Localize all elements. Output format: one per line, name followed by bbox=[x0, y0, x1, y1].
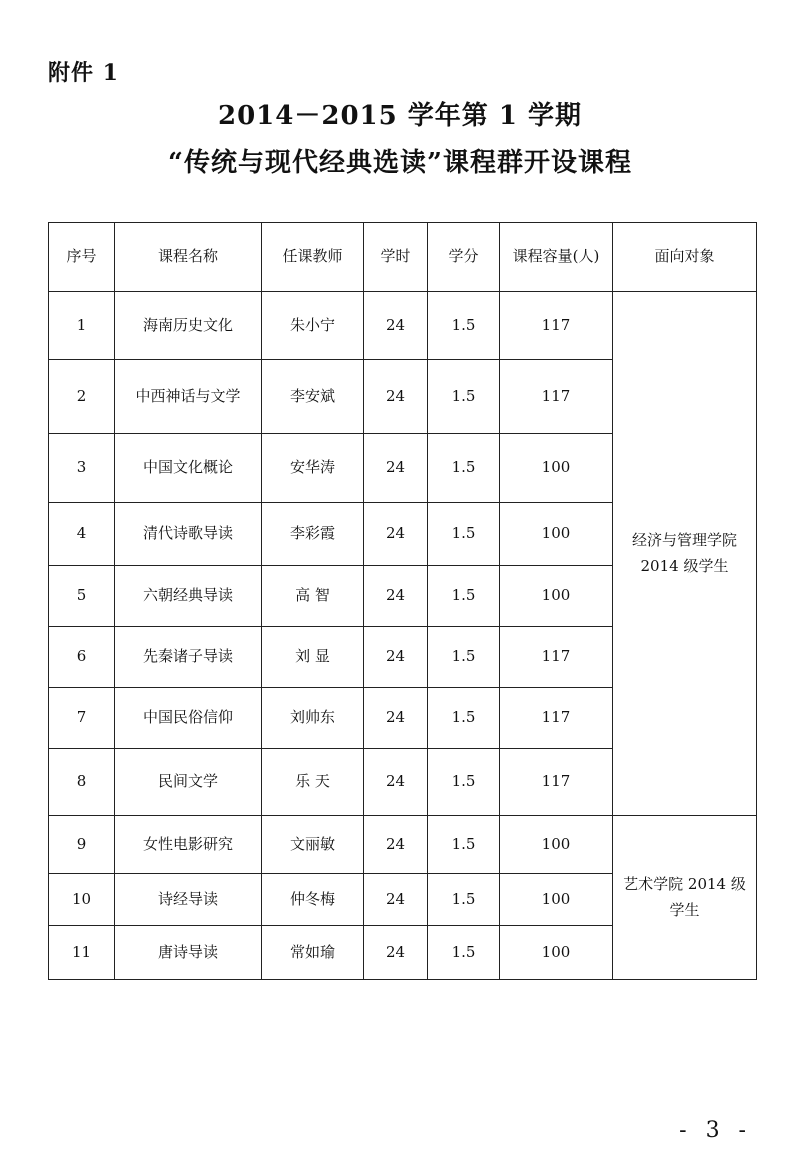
cell-credits: 1.5 bbox=[428, 566, 500, 627]
cell-teacher: 常如瑜 bbox=[262, 926, 364, 980]
cell-capacity: 117 bbox=[500, 627, 613, 688]
audience-group1-line1: 经济与管理学院 bbox=[631, 531, 737, 549]
audience-cell-group1 bbox=[613, 292, 757, 816]
cell-capacity: 100 bbox=[500, 503, 613, 566]
cell-teacher: 仲冬梅 bbox=[262, 874, 364, 926]
header-index: 序号 bbox=[49, 223, 115, 292]
header-audience: 面向对象 bbox=[613, 223, 757, 292]
cell-index: 3 bbox=[49, 434, 115, 503]
cell-hours: 24 bbox=[364, 627, 428, 688]
cell-capacity: 117 bbox=[500, 360, 613, 434]
cell-capacity: 117 bbox=[500, 688, 613, 749]
table-row bbox=[49, 816, 757, 874]
cell-index: 4 bbox=[49, 503, 115, 566]
cell-hours: 24 bbox=[364, 749, 428, 816]
cell-hours: 24 bbox=[364, 503, 428, 566]
cell-hours: 24 bbox=[364, 566, 428, 627]
cell-hours: 24 bbox=[364, 874, 428, 926]
cell-course-name: 唐诗导读 bbox=[115, 926, 262, 980]
cell-teacher: 刘 显 bbox=[262, 627, 364, 688]
cell-teacher: 李安斌 bbox=[262, 360, 364, 434]
cell-credits: 1.5 bbox=[428, 816, 500, 874]
cell-course-name: 中国文化概论 bbox=[115, 434, 262, 503]
cell-hours: 24 bbox=[364, 688, 428, 749]
audience-group2-line2: 学生 bbox=[669, 900, 700, 919]
cell-teacher: 乐 天 bbox=[262, 749, 364, 816]
cell-capacity: 100 bbox=[500, 874, 613, 926]
cell-hours: 24 bbox=[364, 816, 428, 874]
cell-credits: 1.5 bbox=[428, 627, 500, 688]
cell-course-name: 清代诗歌导读 bbox=[115, 503, 262, 566]
cell-teacher: 文丽敏 bbox=[262, 816, 364, 874]
cell-index: 11 bbox=[49, 926, 115, 980]
document-title-line1: 2014－2015 学年第 1 学期 bbox=[218, 101, 582, 131]
cell-course-name: 先秦诸子导读 bbox=[115, 627, 262, 688]
cell-credits: 1.5 bbox=[428, 503, 500, 566]
cell-credits: 1.5 bbox=[428, 926, 500, 980]
course-table bbox=[48, 222, 757, 980]
cell-hours: 24 bbox=[364, 292, 428, 360]
cell-index: 10 bbox=[49, 874, 115, 926]
table-header-row bbox=[49, 223, 757, 292]
attachment-label: 附件 1 bbox=[48, 60, 119, 86]
cell-capacity: 100 bbox=[500, 816, 613, 874]
cell-index: 9 bbox=[49, 816, 115, 874]
cell-capacity: 100 bbox=[500, 434, 613, 503]
cell-index: 2 bbox=[49, 360, 115, 434]
cell-course-name: 中国民俗信仰 bbox=[115, 688, 262, 749]
header-credits: 学分 bbox=[428, 223, 500, 292]
cell-teacher: 高 智 bbox=[262, 566, 364, 627]
cell-course-name: 女性电影研究 bbox=[115, 816, 262, 874]
cell-course-name: 海南历史文化 bbox=[115, 292, 262, 360]
cell-capacity: 117 bbox=[500, 292, 613, 360]
audience-group1-line2: 2014 级学生 bbox=[640, 556, 729, 575]
cell-credits: 1.5 bbox=[428, 874, 500, 926]
header-course-name: 课程名称 bbox=[115, 223, 262, 292]
cell-capacity: 100 bbox=[500, 566, 613, 627]
cell-index: 8 bbox=[49, 749, 115, 816]
page-number: - 3 - bbox=[679, 1118, 752, 1143]
table-row bbox=[49, 292, 757, 360]
cell-index: 5 bbox=[49, 566, 115, 627]
document-title-line2: “传统与现代经典选读”课程群开设课程 bbox=[168, 148, 632, 178]
cell-index: 6 bbox=[49, 627, 115, 688]
audience-group2-line1: 艺术学院 2014 级 bbox=[623, 875, 746, 893]
cell-index: 7 bbox=[49, 688, 115, 749]
cell-credits: 1.5 bbox=[428, 360, 500, 434]
cell-teacher: 安华涛 bbox=[262, 434, 364, 503]
audience-cell-group2 bbox=[613, 816, 757, 980]
cell-teacher: 刘帅东 bbox=[262, 688, 364, 749]
cell-capacity: 117 bbox=[500, 749, 613, 816]
cell-course-name: 诗经导读 bbox=[115, 874, 262, 926]
cell-course-name: 中西神话与文学 bbox=[115, 360, 262, 434]
cell-credits: 1.5 bbox=[428, 749, 500, 816]
cell-credits: 1.5 bbox=[428, 688, 500, 749]
header-capacity: 课程容量(人) bbox=[500, 223, 613, 292]
cell-teacher: 朱小宁 bbox=[262, 292, 364, 360]
cell-course-name: 民间文学 bbox=[115, 749, 262, 816]
cell-capacity: 100 bbox=[500, 926, 613, 980]
cell-credits: 1.5 bbox=[428, 434, 500, 503]
cell-course-name: 六朝经典导读 bbox=[115, 566, 262, 627]
header-hours: 学时 bbox=[364, 223, 428, 292]
cell-index: 1 bbox=[49, 292, 115, 360]
cell-hours: 24 bbox=[364, 434, 428, 503]
cell-credits: 1.5 bbox=[428, 292, 500, 360]
header-teacher: 任课教师 bbox=[262, 223, 364, 292]
cell-teacher: 李彩霞 bbox=[262, 503, 364, 566]
cell-hours: 24 bbox=[364, 926, 428, 980]
cell-hours: 24 bbox=[364, 360, 428, 434]
